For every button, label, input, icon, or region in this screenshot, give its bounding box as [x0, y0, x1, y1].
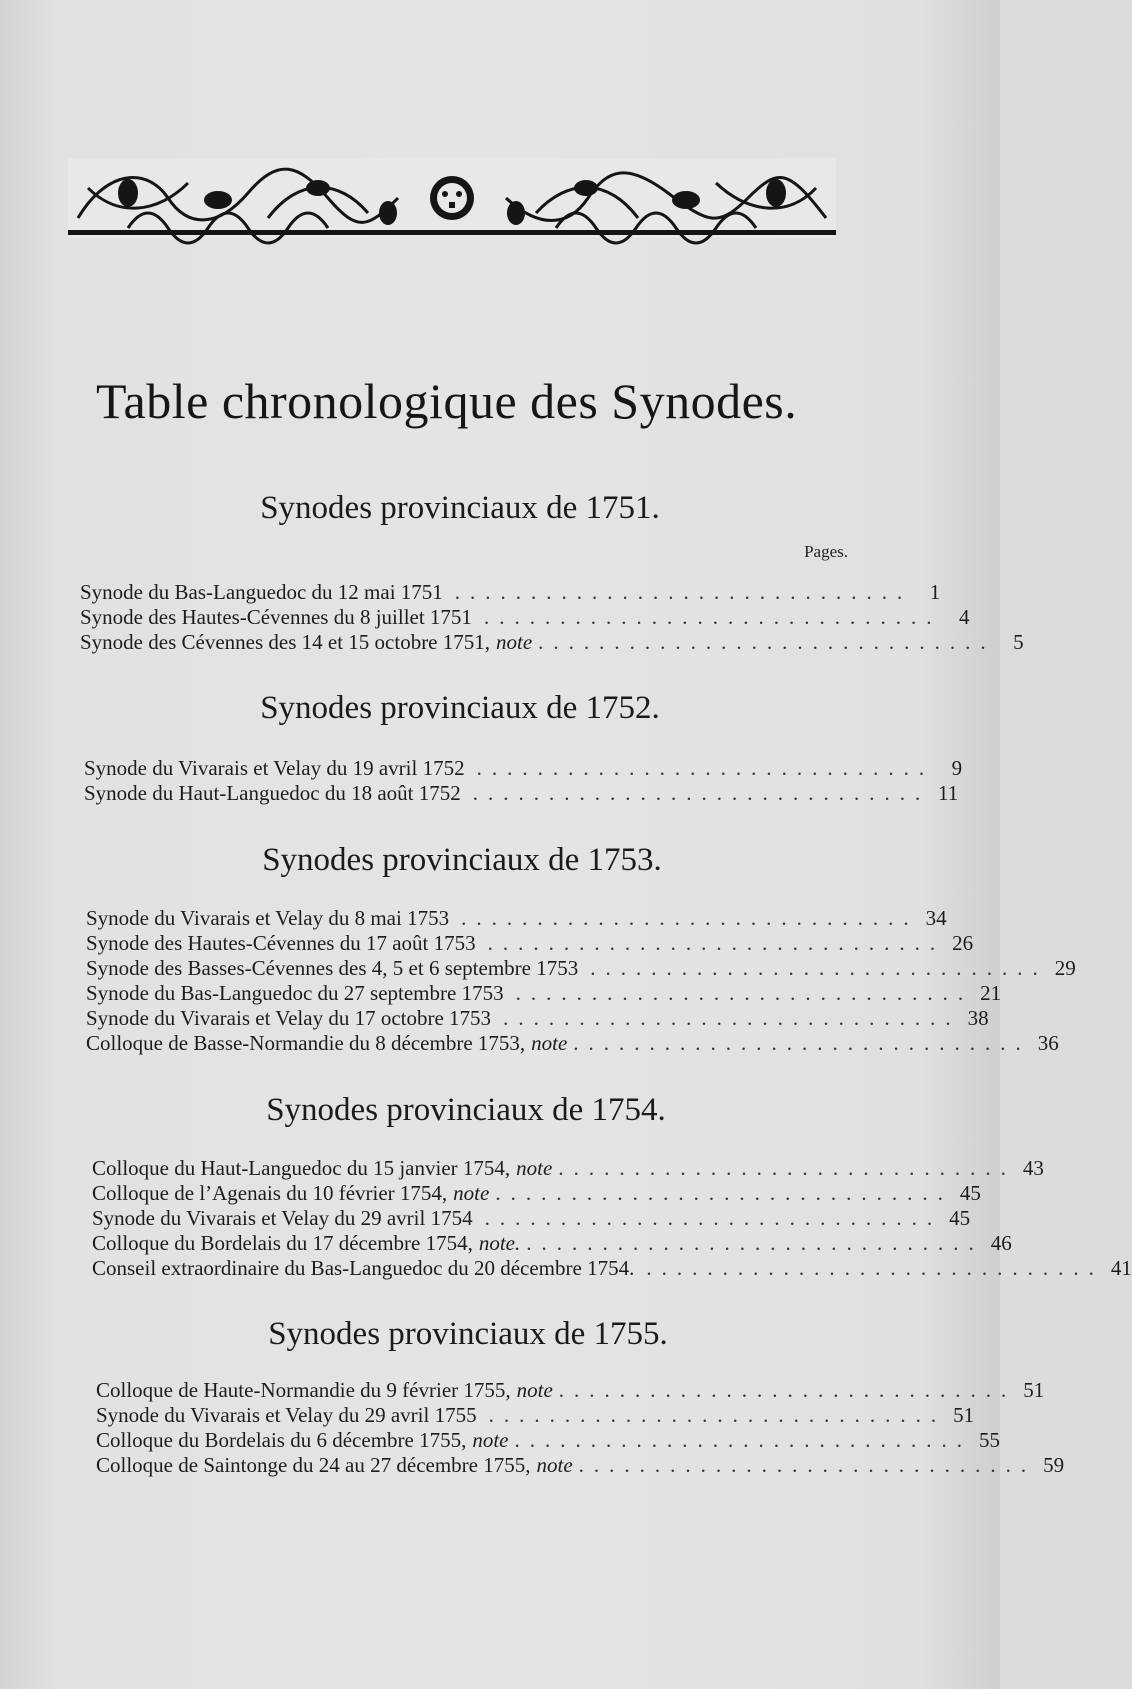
toc-entry — [86, 1031, 1059, 1056]
entry-page-number: 38 — [967, 1006, 989, 1030]
dot-leader: .............................. — [472, 781, 931, 805]
entry-title: Synode du Vivarais et Velay du 19 avril 1752 — [84, 756, 465, 780]
dot-leader: .............................. — [483, 605, 942, 629]
entry-title: Colloque du Bordelais du 6 décembre 1755, — [96, 1428, 467, 1452]
entry-title: Synode du Bas-Languedoc du 12 mai 1751 — [80, 580, 443, 604]
entry-page-number: 51 — [1023, 1378, 1045, 1402]
entry-page-number: 26 — [952, 931, 974, 955]
entry-page-number: 34 — [925, 906, 947, 930]
entry-title: Synode des Hautes-Cévennes du 17 août 1753 — [86, 931, 476, 955]
entry-note: note. — [478, 1231, 521, 1255]
dot-leader: .............................. — [476, 756, 935, 780]
entry-title: Colloque de Haute-Normandie du 9 février 1755, — [96, 1378, 511, 1402]
toc-entry — [96, 1453, 1065, 1478]
toc-entry — [86, 956, 1076, 981]
entry-title: Synode du Vivarais et Velay du 17 octobre 1753 — [86, 1006, 492, 1030]
toc-entry — [96, 1428, 1000, 1453]
pages-column-label: Pages. — [804, 542, 848, 561]
entry-note: note — [536, 1453, 573, 1477]
toc-entry — [96, 1403, 975, 1428]
dot-leader: .............................. — [558, 1156, 1016, 1180]
entry-note: note — [496, 630, 533, 654]
entry-title: Synode du Vivarais et Velay du 29 avril 1755 — [96, 1403, 477, 1427]
section-heading: Synodes provinciaux de 1754. — [266, 1092, 666, 1128]
toc-entry — [80, 605, 970, 630]
toc-entry — [84, 781, 959, 806]
entry-page-number: 5 — [1013, 630, 1024, 654]
toc-entry — [92, 1231, 1012, 1256]
entry-title: Colloque de l’Agenais du 10 février 1754, — [92, 1181, 448, 1205]
entry-page-number: 45 — [949, 1206, 971, 1230]
dot-leader: .............................. — [573, 1031, 1031, 1055]
toc-entry — [84, 756, 963, 781]
dot-leader: .............................. — [578, 1453, 1037, 1477]
entry-page-number: 46 — [990, 1231, 1012, 1255]
dot-leader: .............................. — [488, 1403, 947, 1427]
entry-note: note — [531, 1031, 568, 1055]
toc-entry — [86, 931, 974, 956]
toc-entry — [86, 1006, 989, 1031]
entry-note: note — [516, 1156, 553, 1180]
entry-title: Colloque de Saintonge du 24 au 27 décembre 1755, — [96, 1453, 531, 1477]
section-heading: Synodes provinciaux de 1753. — [262, 842, 662, 878]
dot-leader: .............................. — [484, 1206, 943, 1230]
entry-title: Colloque de Basse-Normandie du 8 décembre 1753, — [86, 1031, 526, 1055]
dot-leader: .............................. — [590, 956, 1048, 980]
entry-title: Synode des Cévennes des 14 et 15 octobre 1751, — [80, 630, 491, 654]
dot-leader: .............................. — [538, 630, 996, 654]
toc-entry — [86, 981, 1002, 1006]
section-heading: Synodes provinciaux de 1751. — [260, 490, 660, 526]
dot-leader: .............................. — [503, 1006, 961, 1030]
toc-entry — [86, 906, 947, 931]
entry-page-number: 55 — [979, 1428, 1000, 1452]
dot-leader: .............................. — [454, 580, 913, 604]
entry-title: Colloque du Bordelais du 17 décembre 1754, — [92, 1231, 473, 1255]
dot-leader: .............................. — [487, 931, 946, 955]
entry-title: Synode des Basses-Cévennes des 4, 5 et 6 septembre 1753 — [86, 956, 579, 980]
entry-note: note — [472, 1428, 509, 1452]
dot-leader: .............................. — [514, 1428, 972, 1452]
entry-page-number: 29 — [1054, 956, 1076, 980]
decorative-headpiece-ornament — [68, 158, 836, 238]
entry-note: note — [516, 1378, 553, 1402]
entry-title: Conseil extraordinaire du Bas-Languedoc du 20 décembre 1754. — [92, 1256, 635, 1280]
entry-page-number: 36 — [1037, 1031, 1059, 1055]
entry-page-number: 45 — [959, 1181, 981, 1205]
dot-leader: .............................. — [558, 1378, 1017, 1402]
dot-leader: .............................. — [515, 981, 974, 1005]
entry-note: note — [453, 1181, 490, 1205]
toc-entry — [96, 1378, 1045, 1403]
entry-title: Synode du Vivarais et Velay du 29 avril 1754 — [92, 1206, 473, 1230]
dot-leader: .............................. — [495, 1181, 953, 1205]
toc-entry — [92, 1156, 1044, 1181]
entry-page-number: 11 — [938, 781, 959, 805]
toc-entry — [80, 580, 941, 605]
dot-leader: .............................. — [461, 906, 919, 930]
entry-title: Synode du Bas-Languedoc du 27 septembre 1753 — [86, 981, 504, 1005]
entry-page-number: 9 — [951, 756, 963, 780]
entry-title: Synode du Haut-Languedoc du 18 août 1752 — [84, 781, 461, 805]
toc-entry — [80, 630, 1024, 655]
entry-page-number: 51 — [953, 1403, 975, 1427]
dot-leader: .............................. — [646, 1256, 1104, 1280]
section-heading: Synodes provinciaux de 1755. — [268, 1316, 668, 1352]
entry-page-number: 41 — [1110, 1256, 1132, 1280]
section-heading: Synodes provinciaux de 1752. — [260, 690, 660, 726]
entry-page-number: 21 — [980, 981, 1002, 1005]
entry-page-number: 4 — [958, 605, 970, 629]
entry-page-number: 59 — [1043, 1453, 1065, 1477]
entry-page-number: 1 — [929, 580, 941, 604]
page-title: Table chronologique des Synodes. — [96, 373, 798, 429]
toc-entry — [92, 1181, 981, 1206]
entry-title: Synode des Hautes-Cévennes du 8 juillet 1751 — [80, 605, 472, 629]
toc-entry — [92, 1256, 1132, 1281]
toc-entry — [92, 1206, 971, 1231]
entry-title: Colloque du Haut-Languedoc du 15 janvier 1754, — [92, 1156, 511, 1180]
dot-leader: .............................. — [526, 1231, 984, 1255]
entry-page-number: 43 — [1022, 1156, 1044, 1180]
entry-title: Synode du Vivarais et Velay du 8 mai 1753 — [86, 906, 450, 930]
